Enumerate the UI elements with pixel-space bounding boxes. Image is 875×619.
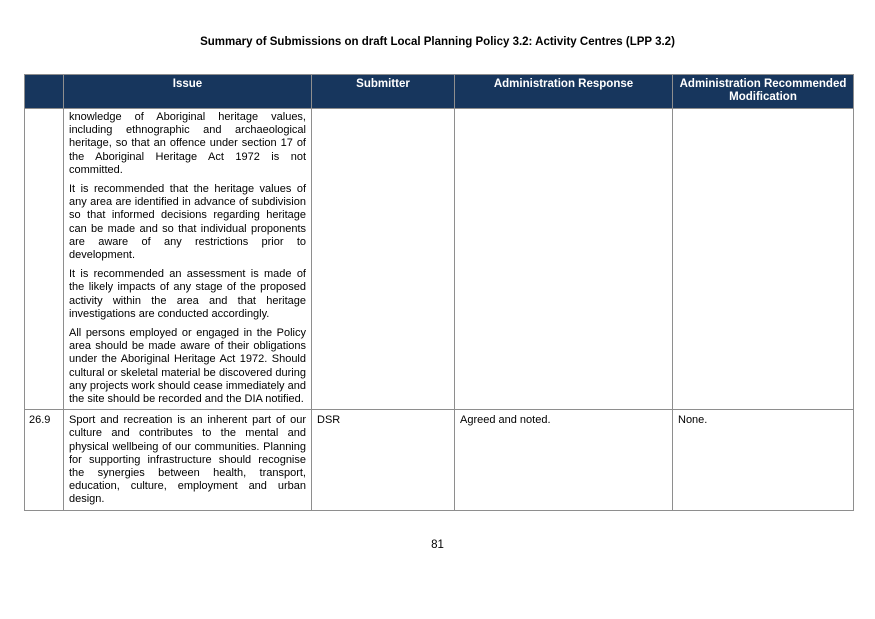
response-cell bbox=[455, 109, 673, 410]
issue-paragraph: knowledge of Aboriginal heritage values, including ethnographic and archaeological heritage, so that an offence under section 17 of the Aboriginal Heritage Act 1972 is not committed. bbox=[69, 111, 306, 176]
column-header-ref bbox=[25, 75, 64, 109]
issue-paragraph: It is recommended an assessment is made of the likely impacts of any stage of the proposed activity within the area and that heritage investigations are conducted accordingly. bbox=[69, 268, 306, 320]
table-row bbox=[25, 109, 854, 410]
submissions-table bbox=[24, 74, 854, 511]
column-header-submitter: Submitter bbox=[312, 75, 455, 109]
column-header-issue: Issue bbox=[64, 75, 312, 109]
issue-paragraph: Sport and recreation is an inherent part of our culture and contributes to the mental and physical wellbeing of our communities. Planning for supporting infrastructure should recognise the synergies between health, transport, education, culture, employment and urban design. bbox=[69, 414, 306, 506]
issue-cell bbox=[64, 109, 312, 410]
submitter-cell bbox=[312, 109, 455, 410]
issue-paragraph: All persons employed or engaged in the Policy area should be made aware of their obligations under the Aboriginal Heritage Act 1972. Should cultural or skeletal material be discovered during any projects work should cease immediately and the site should be recorded and the DIA notified. bbox=[69, 327, 306, 406]
column-header-response: Administration Response bbox=[455, 75, 673, 109]
modification-cell: None. bbox=[673, 410, 854, 510]
issue-paragraph: It is recommended that the heritage values of any area are identified in advance of subdivision so that informed decisions regarding heritage can be made and so that individual proponents are aware of any restrictions prior to development. bbox=[69, 183, 306, 262]
table-header-row bbox=[25, 75, 854, 109]
response-cell: Agreed and noted. bbox=[455, 410, 673, 510]
page-title: Summary of Submissions on draft Local Planning Policy 3.2: Activity Centres (LPP 3.2) bbox=[200, 36, 675, 48]
issue-cell bbox=[64, 410, 312, 510]
column-header-modification: Administration Recommended Modification bbox=[673, 75, 854, 109]
ref-cell: 26.9 bbox=[25, 410, 64, 510]
submitter-cell: DSR bbox=[312, 410, 455, 510]
ref-cell bbox=[25, 109, 64, 410]
table-row bbox=[25, 410, 854, 510]
page-number: 81 bbox=[431, 539, 444, 551]
modification-cell bbox=[673, 109, 854, 410]
